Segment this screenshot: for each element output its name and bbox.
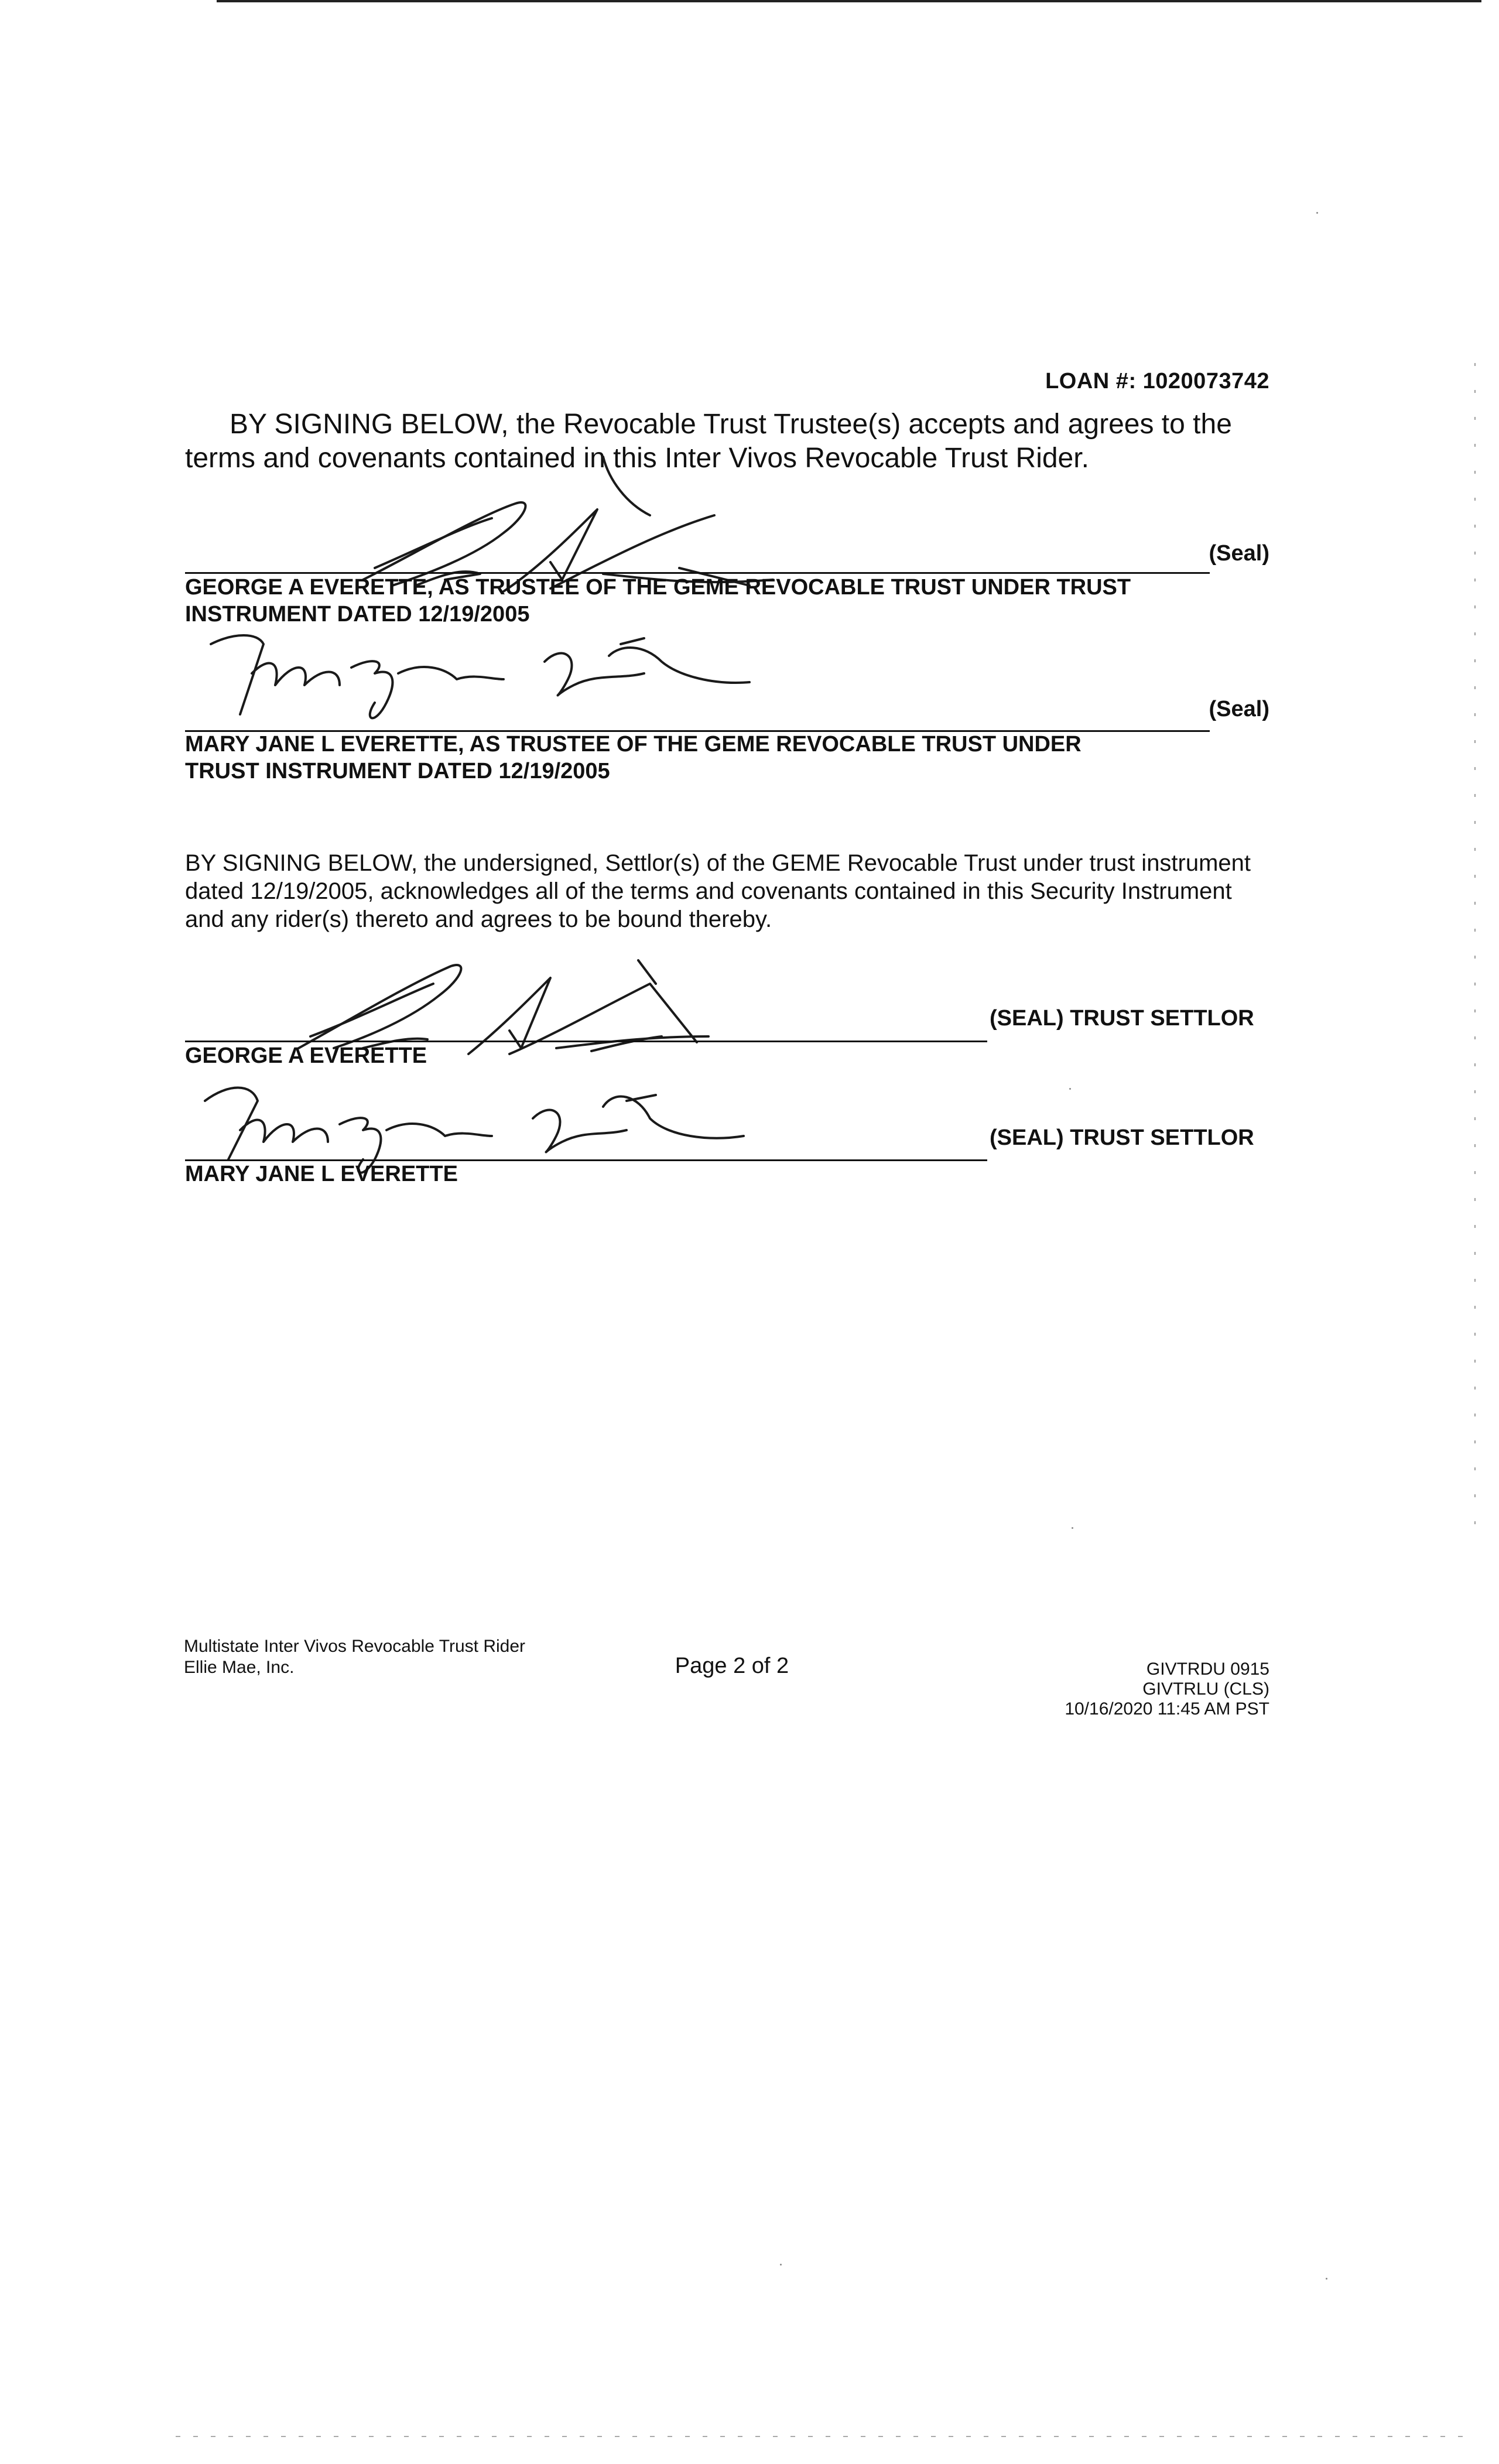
scan-speck xyxy=(1326,2278,1327,2280)
seal-label: (Seal) xyxy=(1209,541,1269,566)
scan-speck xyxy=(1069,1088,1071,1090)
scan-speck xyxy=(1072,1527,1073,1529)
settlor-paragraph: BY SIGNING BELOW, the undersigned, Settlor(s) of the GEME Revocable Trust under trust instrument dated 12/19/2005, acknowledges all of the terms and covenants contained in this Security Instrument and any rider(s) thereto and agrees to be bound thereby. xyxy=(185,850,1251,932)
footer-form-code: GIVTRLU (CLS) xyxy=(1142,1679,1269,1699)
seal-label: (Seal) xyxy=(1209,697,1269,721)
settlor-seal-label: (SEAL) TRUST SETTLOR xyxy=(990,1125,1254,1150)
page-number: Page 2 of 2 xyxy=(675,1654,789,1678)
signature-mary-jane-trustee xyxy=(199,621,785,732)
signer-name-line: TRUST INSTRUMENT DATED 12/19/2005 xyxy=(185,759,610,783)
scan-bottom-dots xyxy=(176,2436,1464,2437)
footer-form-name: Multistate Inter Vivos Revocable Trust Rider xyxy=(184,1637,526,1656)
signer-name-mary-jane-settlor: MARY JANE L EVERETTE xyxy=(185,1162,458,1186)
signer-name-line: MARY JANE L EVERETTE, AS TRUSTEE OF THE GEME REVOCABLE TRUST UNDER xyxy=(185,732,1082,757)
footer-form-code: GIVTRDU 0915 xyxy=(1146,1659,1269,1679)
signature-scan-mark xyxy=(591,451,662,521)
signer-name-george-settlor: GEORGE A EVERETTE xyxy=(185,1043,427,1068)
scan-edge-dots xyxy=(1474,363,1476,1534)
scan-speck xyxy=(1316,212,1318,214)
trustee-intro-paragraph: BY SIGNING BELOW, the Revocable Trust Trustee(s) accepts and agrees to the terms and covenants contained in this Inter Vivos Revocable Trust Rider. xyxy=(185,409,1232,474)
scan-top-rule xyxy=(217,0,1481,2)
signer-name-line: GEORGE A EVERETTE, AS TRUSTEE OF THE GEME REVOCABLE TRUST UNDER TRUST xyxy=(185,575,1131,600)
footer-publisher: Ellie Mae, Inc. xyxy=(184,1658,295,1677)
loan-number: LOAN #: 1020073742 xyxy=(1045,369,1269,393)
footer-form-codes xyxy=(1007,1659,1269,1719)
scan-speck xyxy=(780,2264,782,2265)
signer-name-george-trustee xyxy=(185,574,1298,628)
footer-timestamp: 10/16/2020 11:45 AM PST xyxy=(1065,1699,1269,1719)
signer-name-line: INSTRUMENT DATED 12/19/2005 xyxy=(185,602,530,627)
footer-form-title xyxy=(184,1636,711,1678)
signer-name-mary-jane-trustee xyxy=(185,731,1298,785)
settlor-seal-label: (SEAL) TRUST SETTLOR xyxy=(990,1006,1254,1031)
